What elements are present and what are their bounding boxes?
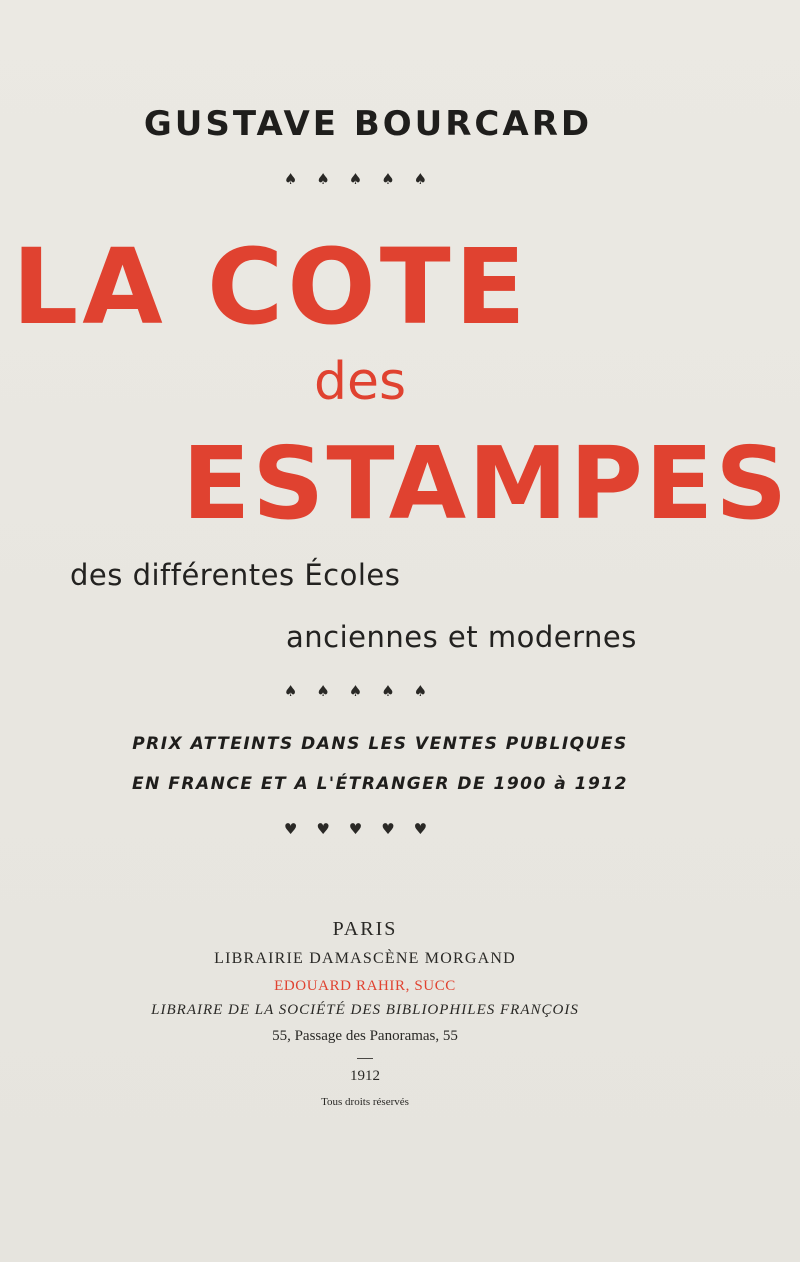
subtitle-line-2: anciennes et modernes (286, 620, 637, 654)
title-line-des: des (314, 352, 407, 412)
title-line-la-cote: LA COTE (12, 226, 530, 348)
prices-note-line-1: PRIX ATTEINTS DANS LES VENTES PUBLIQUES (132, 734, 628, 754)
publisher-bookshop: LIBRAIRIE DAMASCÈNE MORGAND (214, 950, 516, 967)
publisher-address: 55, Passage des Panoramas, 55 (272, 1028, 458, 1044)
rights-notice: Tous droits réservés (321, 1096, 409, 1108)
divider-rule (357, 1058, 373, 1059)
publisher-successor: EDOUARD RAHIR, SUCC (274, 978, 456, 994)
prices-note-line-2: EN FRANCE ET A L'ÉTRANGER DE 1900 à 1912 (132, 774, 628, 794)
publication-year: 1912 (350, 1068, 380, 1084)
spade-ornament-middle: ♠♠♠♠♠ (283, 682, 447, 700)
publisher-city: PARIS (332, 918, 398, 940)
publisher-society: LIBRAIRE DE LA SOCIÉTÉ DES BIBLIOPHILES FRANÇOIS (151, 1002, 579, 1018)
heart-ornament-bottom: ♥♥♥♥♥ (283, 820, 447, 838)
subtitle-line-1: des différentes Écoles (70, 558, 401, 592)
author-name: GUSTAVE BOURCARD (143, 104, 593, 144)
spade-ornament-top: ♠♠♠♠♠ (283, 170, 447, 188)
title-line-estampes: ESTAMPES (182, 425, 790, 542)
